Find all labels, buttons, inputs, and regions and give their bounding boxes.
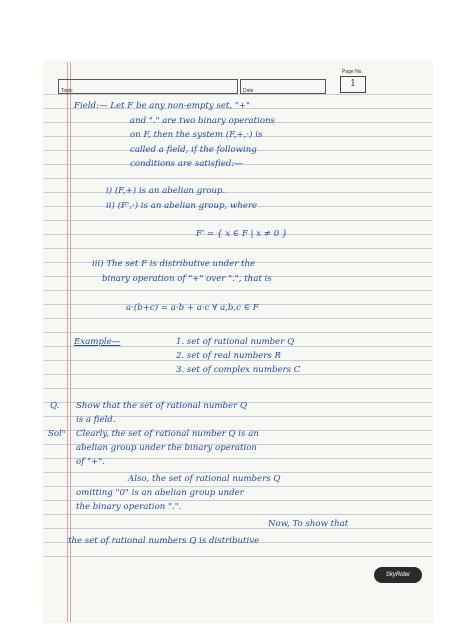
page-number: 1 bbox=[340, 76, 366, 93]
solution-text: the set of rational numbers Q is distributive bbox=[68, 536, 260, 546]
date-field: Date bbox=[240, 79, 326, 94]
example-item: 2. set of real numbers R bbox=[176, 351, 282, 361]
example-item: 3. set of complex numbers C bbox=[176, 365, 301, 375]
example-item: 1. set of rational number Q bbox=[176, 337, 295, 347]
solution-text: of "+". bbox=[76, 457, 105, 467]
topic-field: Topic bbox=[58, 79, 238, 94]
text-line: called a field, if the following bbox=[130, 145, 257, 155]
solution-text: omitting "0" is an abelian group under bbox=[76, 488, 244, 498]
notebook-page bbox=[44, 62, 432, 622]
text-line: on F, then the system (F,+,·) is bbox=[130, 130, 263, 140]
field-definition-line: Field:— Let F be any non-empty set, "+" bbox=[74, 101, 250, 111]
solution-text: abelian group under the binary operation bbox=[76, 443, 257, 453]
solution-label: Solⁿ bbox=[48, 429, 66, 439]
set-definition: F' = { x ∈ F | x ≠ 0 } bbox=[196, 229, 288, 239]
text-line: binary operation of "+" over ".", that is bbox=[102, 274, 272, 284]
distributive-law: a·(b+c) = a·b + a·c ∀ a,b,c ∈ F bbox=[126, 303, 259, 313]
text-line: and "." are two binary operations bbox=[130, 116, 275, 126]
condition-2: ii) (F',·) is an abelian group, where bbox=[106, 201, 258, 211]
solution-text: Also, the set of rational numbers Q bbox=[128, 474, 281, 484]
example-heading: Example— bbox=[74, 337, 121, 347]
condition-1: i) (F,+) is an abelian group. bbox=[106, 186, 226, 196]
page-number-label: Page No. bbox=[342, 69, 363, 75]
solution-text: Now, To show that bbox=[268, 519, 349, 529]
condition-3: iii) The set F is distributive under the bbox=[92, 259, 256, 269]
solution-text: Clearly, the set of rational number Q is an bbox=[76, 429, 259, 439]
brand-logo: SkyRider bbox=[374, 567, 422, 583]
solution-text: the binary operation ".". bbox=[76, 502, 182, 512]
question-text: Show that the set of rational number Q bbox=[76, 401, 247, 411]
question-number: Q. bbox=[50, 401, 60, 411]
text-line: conditions are satisfied:— bbox=[130, 159, 243, 169]
question-text: is a field. bbox=[76, 415, 116, 425]
